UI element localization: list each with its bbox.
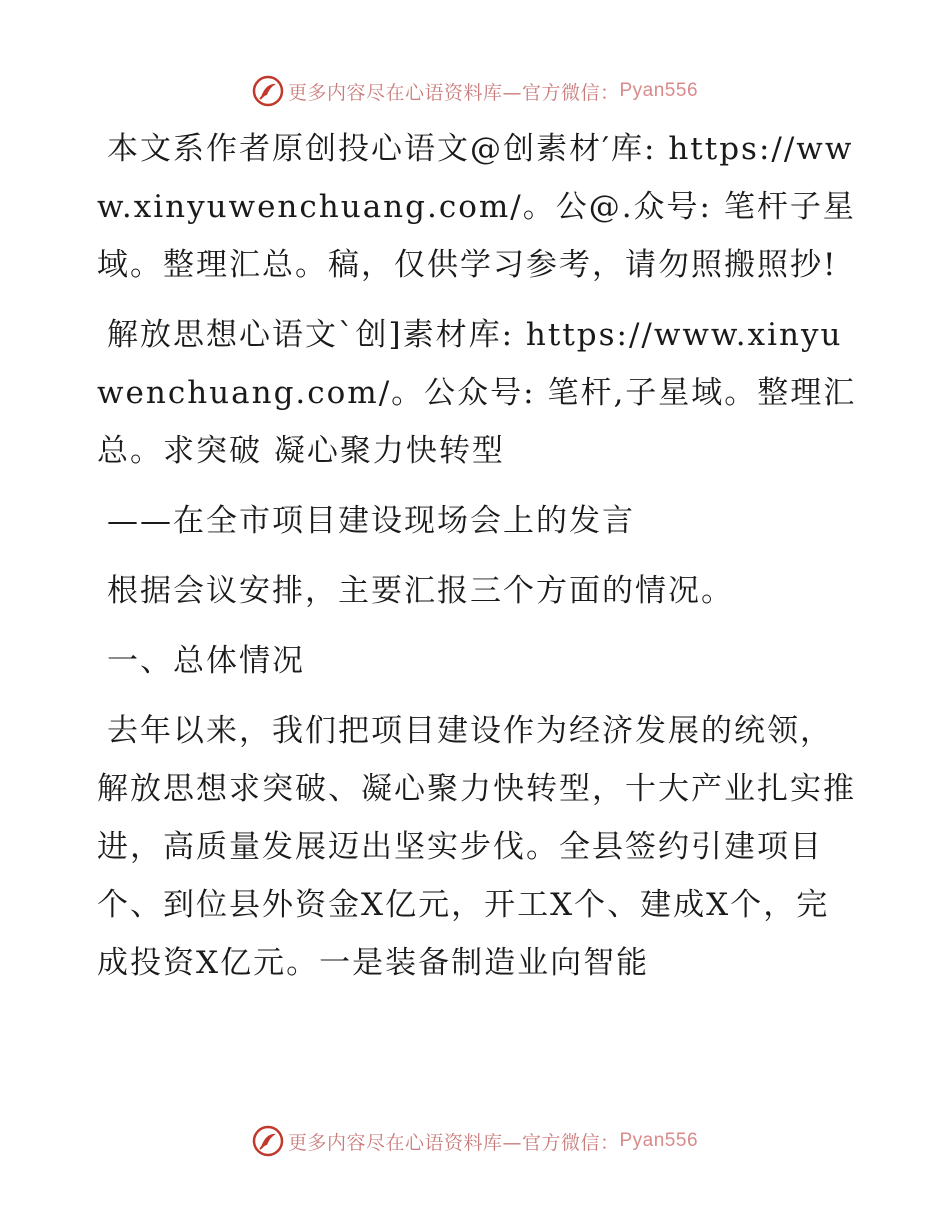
watermark-text: 更多内容尽在心语资料库—官方微信：: [287, 1131, 620, 1154]
paragraph-intro: 本文系作者原创投心语文@创素材′库: https://www.xinyuwenchuang.com/。公@.众号: 笔杆子星域。整理汇总。稿，仅供学习参考，请勿照搬照抄!: [97, 131, 856, 283]
watermark-banner-bottom: [0, 1121, 950, 1161]
watermark-text: 更多内容尽在心语资料库—官方微信：: [287, 81, 620, 104]
paragraph-opening: 根据会议安排，主要汇报三个方面的情况。: [107, 573, 734, 609]
section-heading: 一、总体情况: [107, 643, 305, 679]
logo-icon: [252, 75, 284, 107]
paragraph-title: 解放思想心语文`创]素材库: https://www.xinyuwenchuang.com/。公众号: 笔杆,子星域。整理汇总。求突破 凝心聚力快转型: [97, 317, 857, 469]
watermark-id: Pyan556: [619, 80, 699, 101]
watermark-banner-top: [0, 71, 950, 111]
document-body: [97, 120, 857, 992]
watermark-id: Pyan556: [619, 1130, 699, 1151]
paragraph-body: 去年以来，我们把项目建设作为经济发展的统领，解放思想求突破、凝心聚力快转型，十大产业扎实推进，高质量发展迈出坚实步伐。全县签约引建项目 个、到位县外资金X亿元，开工X个、建成X个，完成投资X亿元。一是装备制造业向智能: [97, 713, 856, 981]
logo-icon: [252, 1125, 284, 1157]
paragraph-subtitle: ——在全市项目建设现场会上的发言: [107, 503, 635, 539]
